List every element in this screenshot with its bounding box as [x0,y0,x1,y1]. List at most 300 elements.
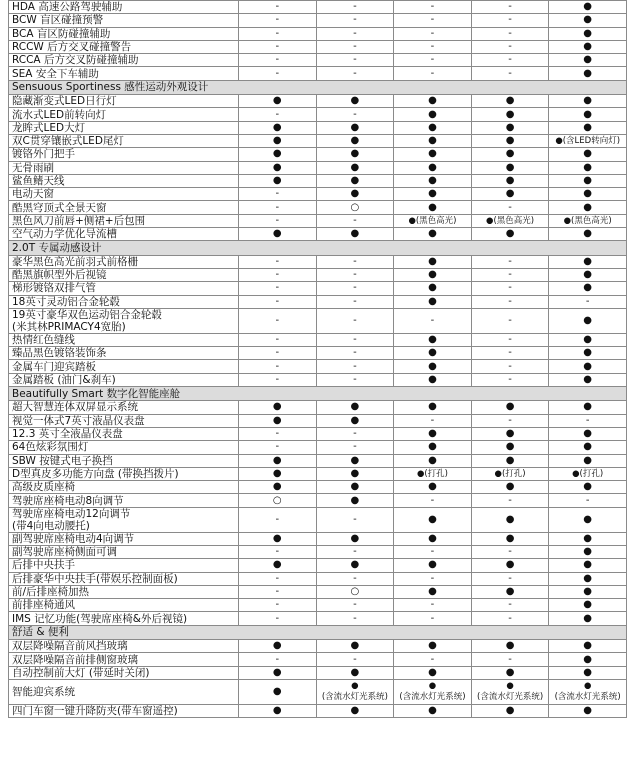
table-row [9,121,627,134]
trim-value-5: ● [549,559,627,572]
trim-value-5: ●(黑色高光) [549,214,627,227]
trim-value-1: ● [239,532,317,545]
trim-value-3: ● [394,559,472,572]
trim-value-5: ● [549,599,627,612]
trim-value-3: ● [394,585,472,598]
trim-value-5: ● [549,545,627,558]
feature-name: 后排豪华中央扶手(带娱乐控制面板) [9,572,239,585]
table-row [9,188,627,201]
trim-value-3: ● [394,427,472,440]
section-title: 2.0T 专属动感设计 [9,241,627,255]
trim-value-2: - [316,653,394,666]
trim-value-5: ● [549,161,627,174]
table-row [9,454,627,467]
feature-name: BCW 盲区碰撞预警 [9,14,239,27]
feature-name: 鲨鱼鳍天线 [9,174,239,187]
trim-value-2: - [316,108,394,121]
trim-value-2: ● [316,148,394,161]
trim-value-4: ● [471,148,549,161]
trim-value-4: ●(黑色高光) [471,214,549,227]
trim-value-1: - [239,599,317,612]
feature-name: 驾驶席座椅电动8向调节 [9,494,239,507]
trim-value-4: - [471,27,549,40]
trim-value-1: - [239,201,317,214]
trim-value-1: ● [239,640,317,653]
feature-name: 64色炫彩氛围灯 [9,441,239,454]
trim-value-3: - [394,14,472,27]
trim-value-4: - [471,295,549,308]
trim-value-2: ● [316,704,394,717]
trim-value-2: - [316,427,394,440]
trim-value-1: - [239,373,317,386]
table-row [9,401,627,414]
trim-value-1: ● [239,559,317,572]
feature-name: 18英寸灵动铝合金轮毂 [9,295,239,308]
trim-value-4: ● (含流水灯光系统) [471,679,549,704]
trim-value-4: ● [471,481,549,494]
trim-value-3: ●(黑色高光) [394,214,472,227]
trim-value-4: ● [471,121,549,134]
trim-value-2: - [316,40,394,53]
trim-value-2: ● [316,467,394,480]
trim-value-2: - [316,599,394,612]
trim-value-3: - [394,414,472,427]
trim-value-1: ● [239,666,317,679]
trim-value-3: ● [394,148,472,161]
trim-value-2: ● [316,414,394,427]
trim-value-5: ● [549,454,627,467]
feature-name: D型真皮多功能方向盘 (带换挡拨片) [9,467,239,480]
table-row [9,666,627,679]
trim-value-2: ● [316,532,394,545]
trim-value-4: - [471,373,549,386]
table-row [9,585,627,598]
feature-name: 驾驶席座椅电动12向调节 (带4向电动腰托) [9,507,239,532]
trim-value-3: ●(打孔) [394,467,472,480]
trim-value-4: - [471,599,549,612]
trim-value-1: - [239,27,317,40]
trim-value-4: - [471,414,549,427]
table-row [9,347,627,360]
feature-name: 酷黑穹顶式全景天窗 [9,201,239,214]
trim-value-3: - [394,612,472,625]
feature-name: 前排座椅通风 [9,599,239,612]
table-row [9,161,627,174]
trim-value-2: ● [316,640,394,653]
trim-value-5: ● [549,201,627,214]
table-row [9,174,627,187]
trim-value-2: ● [316,666,394,679]
table-row [9,414,627,427]
trim-value-1: - [239,572,317,585]
trim-value-3: ● [394,121,472,134]
table-row [9,559,627,572]
trim-value-5: ● [549,54,627,67]
feature-name: SBW 按键式电子换挡 [9,454,239,467]
trim-value-3: ● [394,95,472,108]
trim-value-1: ● [239,704,317,717]
section-header [9,625,627,639]
trim-value-4: - [471,40,549,53]
trim-value-1: ● [239,679,317,704]
feature-name: 无骨雨刷 [9,161,239,174]
trim-value-2: - [316,14,394,27]
trim-value-4: ● [471,585,549,598]
table-row [9,679,627,704]
table-row [9,373,627,386]
trim-value-5: ● [549,360,627,373]
trim-value-1: - [239,295,317,308]
trim-value-3: - [394,27,472,40]
trim-value-4: ● [471,666,549,679]
table-row [9,545,627,558]
trim-value-4: ● [471,174,549,187]
trim-value-5: ● [549,174,627,187]
trim-value-4: - [471,282,549,295]
trim-value-3: ● [394,507,472,532]
trim-value-1: - [239,14,317,27]
trim-value-1: - [239,282,317,295]
feature-name: 隐藏渐变式LED日行灯 [9,95,239,108]
trim-value-1: ● [239,414,317,427]
trim-value-1: - [239,585,317,598]
trim-value-4: - [471,612,549,625]
trim-value-2: - [316,333,394,346]
trim-value-3: ● (含流水灯光系统) [394,679,472,704]
trim-value-2: - [316,441,394,454]
feature-name: 空气动力学优化导流槽 [9,228,239,241]
table-row [9,108,627,121]
trim-value-4: ● [471,134,549,147]
trim-value-3: - [394,54,472,67]
feature-name: RCCW 后方交叉碰撞警告 [9,40,239,53]
trim-value-3: - [394,545,472,558]
trim-value-3: - [394,572,472,585]
trim-value-3: ● [394,532,472,545]
trim-value-3: - [394,40,472,53]
table-row [9,360,627,373]
feature-name: 双层降噪隔音前排侧窗玻璃 [9,653,239,666]
trim-value-2: - [316,373,394,386]
trim-value-4: ● [471,188,549,201]
feature-name: RCCA 后方交叉防碰撞辅助 [9,54,239,67]
trim-value-4: ● [471,559,549,572]
trim-value-1: - [239,40,317,53]
table-row [9,95,627,108]
spec-table [8,0,627,718]
trim-value-1: - [239,427,317,440]
trim-value-5: ● (含流水灯光系统) [549,679,627,704]
trim-value-1: ○ [239,494,317,507]
trim-value-3: ● [394,228,472,241]
trim-value-2: - [316,545,394,558]
trim-value-2: - [316,67,394,80]
trim-value-5: ● [549,532,627,545]
trim-value-2: ○ [316,201,394,214]
table-row [9,507,627,532]
trim-value-5: ● [549,308,627,333]
trim-value-3: ● [394,108,472,121]
table-row [9,14,627,27]
feature-name: 酷黑旗帜型外后视镜 [9,268,239,281]
feature-name: 黑色风刀前唇+侧裙+后包围 [9,214,239,227]
trim-value-1: ● [239,454,317,467]
table-row [9,494,627,507]
table-row [9,612,627,625]
spec-table-body [9,1,627,718]
feature-name: 金属车门迎宾踏板 [9,360,239,373]
feature-name: HDA 高速公路驾驶辅助 [9,1,239,14]
trim-value-5: ● [549,148,627,161]
trim-value-4: - [471,347,549,360]
trim-value-4: - [471,268,549,281]
trim-value-3: ● [394,282,472,295]
trim-value-1: ● [239,148,317,161]
trim-value-3: ● [394,188,472,201]
table-row [9,201,627,214]
section-title: Beautifully Smart 数字化智能座舱 [9,387,627,401]
trim-value-2: - [316,572,394,585]
trim-value-1: - [239,1,317,14]
trim-value-1: - [239,347,317,360]
trim-value-4: - [471,201,549,214]
trim-value-5: ●(打孔) [549,467,627,480]
trim-value-5: ● [549,27,627,40]
trim-value-3: - [394,67,472,80]
trim-value-2: - [316,347,394,360]
trim-value-3: ● [394,268,472,281]
feature-name: 前/后排座椅加热 [9,585,239,598]
trim-value-3: ● [394,161,472,174]
trim-value-1: - [239,54,317,67]
trim-value-5: ● [549,121,627,134]
trim-value-5: ● [549,640,627,653]
trim-value-5: ● [549,653,627,666]
trim-value-1: - [239,268,317,281]
trim-value-2: ● [316,401,394,414]
trim-value-1: - [239,108,317,121]
trim-value-4: - [471,308,549,333]
trim-value-1: - [239,545,317,558]
trim-value-4: ● [471,532,549,545]
trim-value-4: - [471,494,549,507]
trim-value-2: - [316,507,394,532]
trim-value-2: - [316,255,394,268]
feature-name: 超大智慧连体双屏显示系统 [9,401,239,414]
table-row [9,532,627,545]
trim-value-4: ● [471,704,549,717]
trim-value-2: ● [316,161,394,174]
trim-value-2: ● [316,454,394,467]
table-row [9,704,627,717]
trim-value-5: ● [549,1,627,14]
trim-value-2: - [316,1,394,14]
trim-value-5: ● [549,108,627,121]
table-row [9,268,627,281]
feature-name: 豪华黑色高光前羽式前格栅 [9,255,239,268]
trim-value-1: ● [239,467,317,480]
trim-value-5: ● [549,401,627,414]
trim-value-5: ● [549,347,627,360]
table-row [9,214,627,227]
trim-value-3: ● [394,373,472,386]
trim-value-1: - [239,255,317,268]
trim-value-4: ● [471,161,549,174]
trim-value-5: ● [549,612,627,625]
feature-name: 双层降噪隔音前风挡玻璃 [9,640,239,653]
trim-value-2: ● (含流水灯光系统) [316,679,394,704]
table-row [9,599,627,612]
feature-name: 双C贯穿镶嵌式LED尾灯 [9,134,239,147]
section-header [9,387,627,401]
trim-value-4: ● [471,640,549,653]
trim-value-3: ● [394,454,472,467]
trim-value-1: ● [239,174,317,187]
trim-value-3: ● [394,360,472,373]
trim-value-1: ● [239,161,317,174]
trim-value-4: ● [471,454,549,467]
trim-value-1: - [239,67,317,80]
trim-value-5: - [549,414,627,427]
table-row [9,67,627,80]
feature-name: 四门车窗一键升降防夹(带车窗遥控) [9,704,239,717]
trim-value-3: - [394,1,472,14]
trim-value-5: ● [549,255,627,268]
table-row [9,441,627,454]
trim-value-2: - [316,268,394,281]
trim-value-4: - [471,14,549,27]
trim-value-1: ● [239,401,317,414]
feature-name: 热情红色缝线 [9,333,239,346]
trim-value-2: ● [316,95,394,108]
trim-value-5: ● [549,268,627,281]
trim-value-2: ● [316,481,394,494]
feature-name: SEA 安全下车辅助 [9,67,239,80]
trim-value-5: ● [549,481,627,494]
feature-name: 臻品黑色镀铬装饰条 [9,347,239,360]
trim-value-1: ● [239,134,317,147]
trim-value-3: ● [394,401,472,414]
trim-value-2: ○ [316,585,394,598]
table-row [9,40,627,53]
trim-value-3: - [394,494,472,507]
table-row [9,333,627,346]
feature-name: 副驾驶席座椅侧面可调 [9,545,239,558]
table-row [9,134,627,147]
trim-value-2: ● [316,121,394,134]
trim-value-3: ● [394,640,472,653]
trim-value-4: ● [471,108,549,121]
table-row [9,282,627,295]
trim-value-1: - [239,441,317,454]
trim-value-5: ● [549,188,627,201]
trim-value-4: - [471,54,549,67]
trim-value-5: ● [549,282,627,295]
feature-name: 金属踏板 (油门&刹车) [9,373,239,386]
feature-name: 智能迎宾系统 [9,679,239,704]
trim-value-5: ● [549,333,627,346]
feature-name: 后排中央扶手 [9,559,239,572]
feature-name: 龙眸式LED大灯 [9,121,239,134]
trim-value-4: ● [471,401,549,414]
trim-value-1: ● [239,228,317,241]
trim-value-3: - [394,599,472,612]
trim-value-3: ● [394,333,472,346]
trim-value-4: ● [471,507,549,532]
trim-value-1: ● [239,121,317,134]
trim-value-2: - [316,360,394,373]
trim-value-2: - [316,308,394,333]
trim-value-4: - [471,653,549,666]
table-row [9,481,627,494]
table-row [9,148,627,161]
trim-value-3: ● [394,255,472,268]
trim-value-4: - [471,333,549,346]
trim-value-4: - [471,1,549,14]
table-row [9,228,627,241]
table-row [9,427,627,440]
trim-value-4: ●(打孔) [471,467,549,480]
trim-value-5: ● [549,704,627,717]
table-row [9,27,627,40]
trim-value-2: ● [316,134,394,147]
trim-value-5: ●(含LED转向灯) [549,134,627,147]
trim-value-4: ● [471,427,549,440]
table-row [9,572,627,585]
trim-value-2: - [316,612,394,625]
trim-value-5: ● [549,666,627,679]
trim-value-4: - [471,572,549,585]
trim-value-5: ● [549,228,627,241]
trim-value-4: - [471,67,549,80]
trim-value-4: - [471,360,549,373]
trim-value-5: ● [549,67,627,80]
table-row [9,640,627,653]
trim-value-5: ● [549,14,627,27]
feature-name: BCA 盲区防碰撞辅助 [9,27,239,40]
trim-value-1: - [239,653,317,666]
section-title: Sensuous Sportiness 感性运动外观设计 [9,80,627,94]
section-header [9,80,627,94]
trim-value-1: - [239,214,317,227]
section-header [9,241,627,255]
feature-name: 流水式LED前转向灯 [9,108,239,121]
feature-name: 视觉一体式7英寸液晶仪表盘 [9,414,239,427]
trim-value-3: ● [394,295,472,308]
trim-value-2: - [316,214,394,227]
trim-value-3: ● [394,666,472,679]
trim-value-4: ● [471,441,549,454]
feature-name: 19英寸豪华双色运动铝合金轮毂 (米其林PRIMACY4宽胎) [9,308,239,333]
table-row [9,653,627,666]
trim-value-5: - [549,494,627,507]
table-row [9,1,627,14]
trim-value-2: ● [316,174,394,187]
section-title: 舒适 & 便利 [9,625,627,639]
trim-value-3: ● [394,347,472,360]
trim-value-1: - [239,188,317,201]
trim-value-3: ● [394,441,472,454]
feature-name: 12.3 英寸全液晶仪表盘 [9,427,239,440]
table-row [9,295,627,308]
trim-value-1: - [239,308,317,333]
trim-value-3: - [394,308,472,333]
trim-value-3: ● [394,481,472,494]
trim-value-3: ● [394,174,472,187]
feature-name: 梯形镀铬双排气管 [9,282,239,295]
trim-value-4: - [471,255,549,268]
feature-name: 副驾驶席座椅电动4向调节 [9,532,239,545]
